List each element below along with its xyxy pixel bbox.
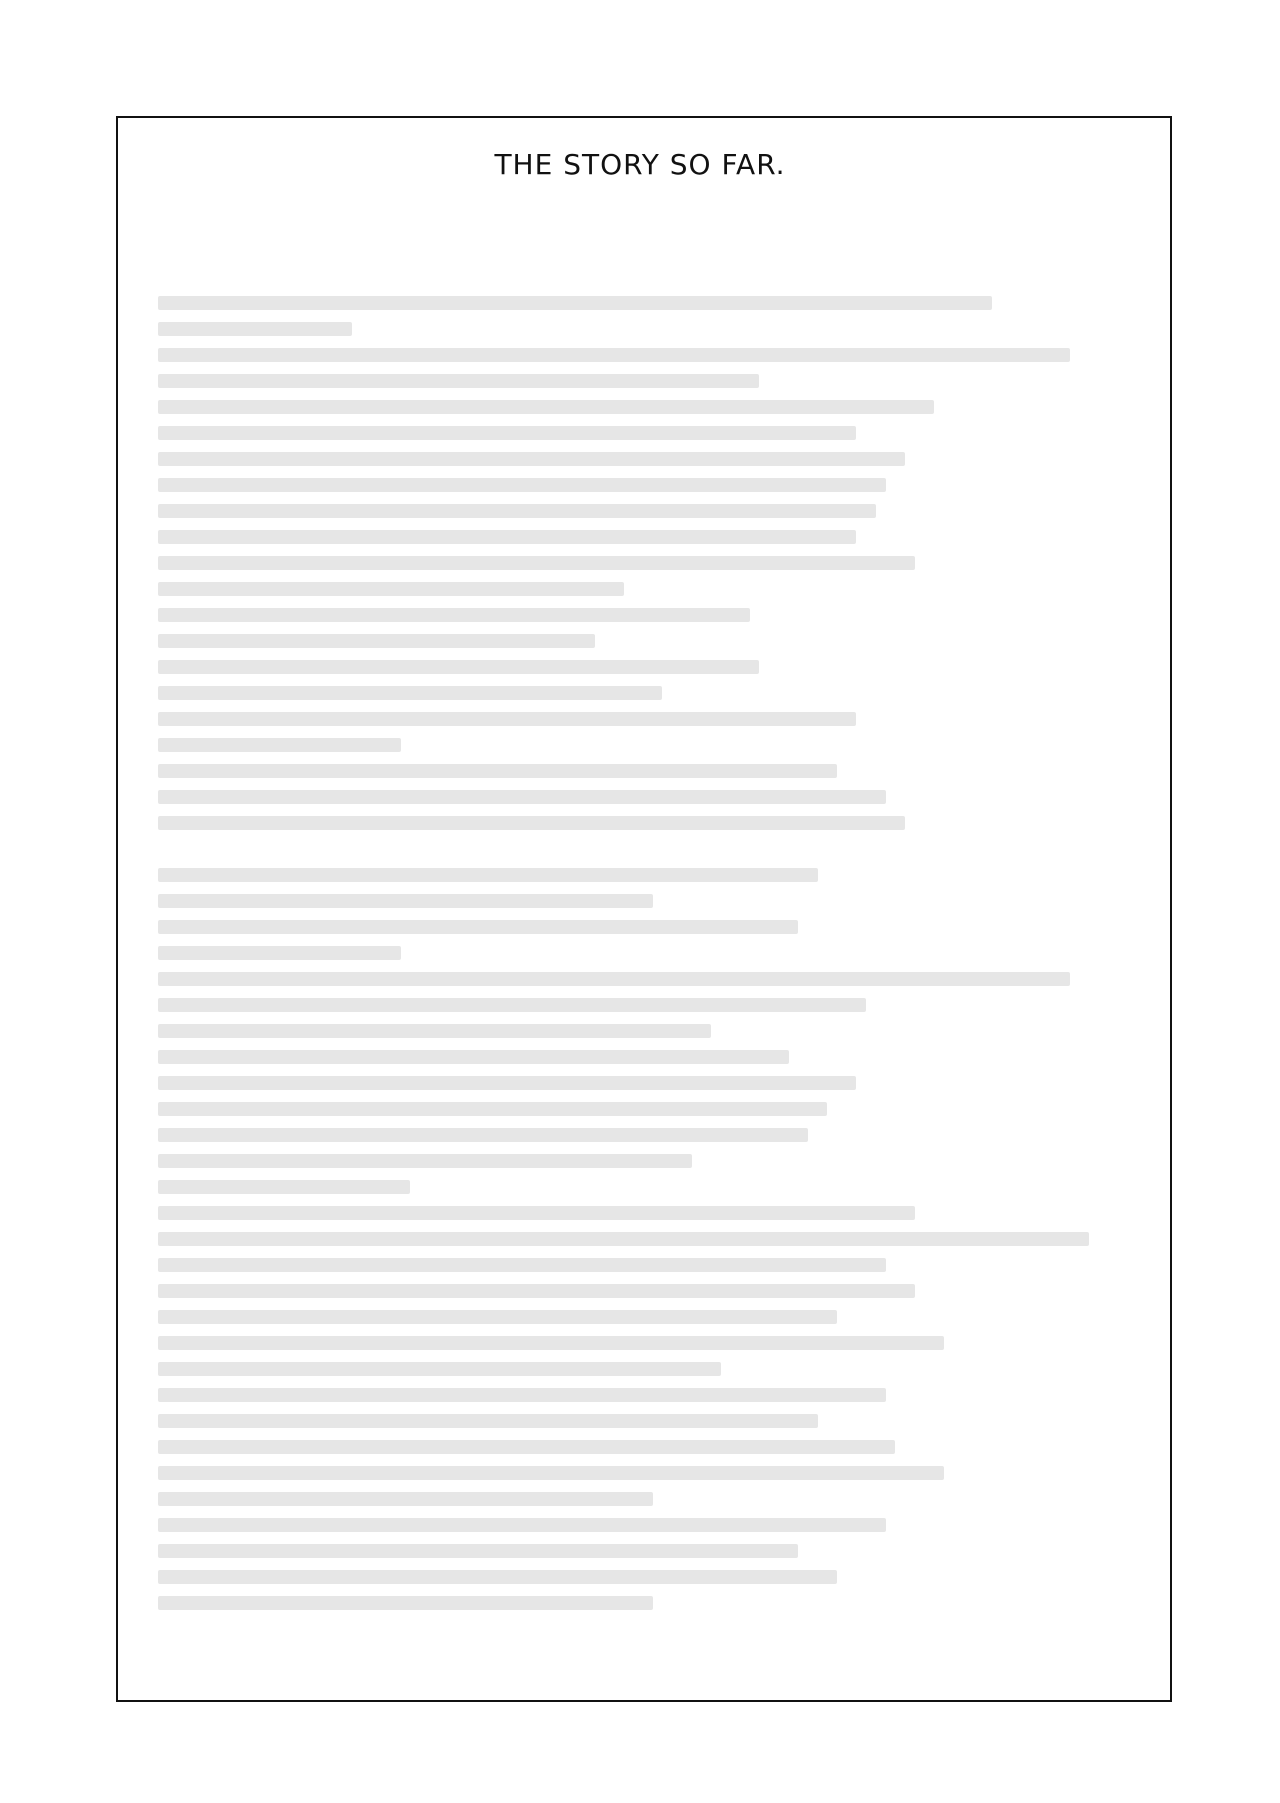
- placeholder-line: [158, 374, 759, 388]
- placeholder-line: [158, 1206, 915, 1220]
- placeholder-line: [158, 1466, 944, 1480]
- placeholder-line: [158, 998, 866, 1012]
- placeholder-line: [158, 920, 798, 934]
- placeholder-line: [158, 530, 856, 544]
- placeholder-line: [158, 1544, 798, 1558]
- placeholder-line: [158, 582, 624, 596]
- placeholder-line: [158, 1024, 711, 1038]
- placeholder-line: [158, 1518, 886, 1532]
- placeholder-line: [158, 1310, 837, 1324]
- placeholder-line: [158, 1128, 808, 1142]
- placeholder-line: [158, 296, 992, 310]
- placeholder-line: [158, 1102, 827, 1116]
- placeholder-line: [158, 1180, 410, 1194]
- placeholder-line: [158, 946, 401, 960]
- placeholder-line: [158, 478, 886, 492]
- placeholder-line: [158, 1596, 653, 1610]
- paragraph-gap: [158, 842, 1128, 868]
- placeholder-line: [158, 322, 352, 336]
- placeholder-line: [158, 1076, 856, 1090]
- redacted-body-text: [158, 296, 1128, 1622]
- placeholder-line: [158, 972, 1070, 986]
- placeholder-line: [158, 686, 662, 700]
- placeholder-line: [158, 556, 915, 570]
- placeholder-line: [158, 816, 905, 830]
- placeholder-line: [158, 1258, 886, 1272]
- placeholder-line: [158, 608, 750, 622]
- placeholder-line: [158, 1414, 818, 1428]
- placeholder-line: [158, 634, 595, 648]
- page-title: THE STORY SO FAR.: [494, 148, 786, 181]
- placeholder-line: [158, 790, 886, 804]
- placeholder-line: [158, 1388, 886, 1402]
- placeholder-line: [158, 1492, 653, 1506]
- placeholder-line: [158, 348, 1070, 362]
- placeholder-line: [158, 1440, 895, 1454]
- placeholder-line: [158, 1336, 944, 1350]
- placeholder-line: [158, 1232, 1089, 1246]
- placeholder-line: [158, 1050, 789, 1064]
- placeholder-line: [158, 400, 934, 414]
- placeholder-line: [158, 894, 653, 908]
- placeholder-line: [158, 868, 818, 882]
- placeholder-line: [158, 738, 401, 752]
- placeholder-line: [158, 660, 759, 674]
- placeholder-line: [158, 1154, 692, 1168]
- placeholder-line: [158, 426, 856, 440]
- placeholder-line: [158, 1570, 837, 1584]
- placeholder-line: [158, 712, 856, 726]
- placeholder-line: [158, 764, 837, 778]
- placeholder-line: [158, 1284, 915, 1298]
- placeholder-line: [158, 504, 876, 518]
- placeholder-line: [158, 452, 905, 466]
- placeholder-line: [158, 1362, 721, 1376]
